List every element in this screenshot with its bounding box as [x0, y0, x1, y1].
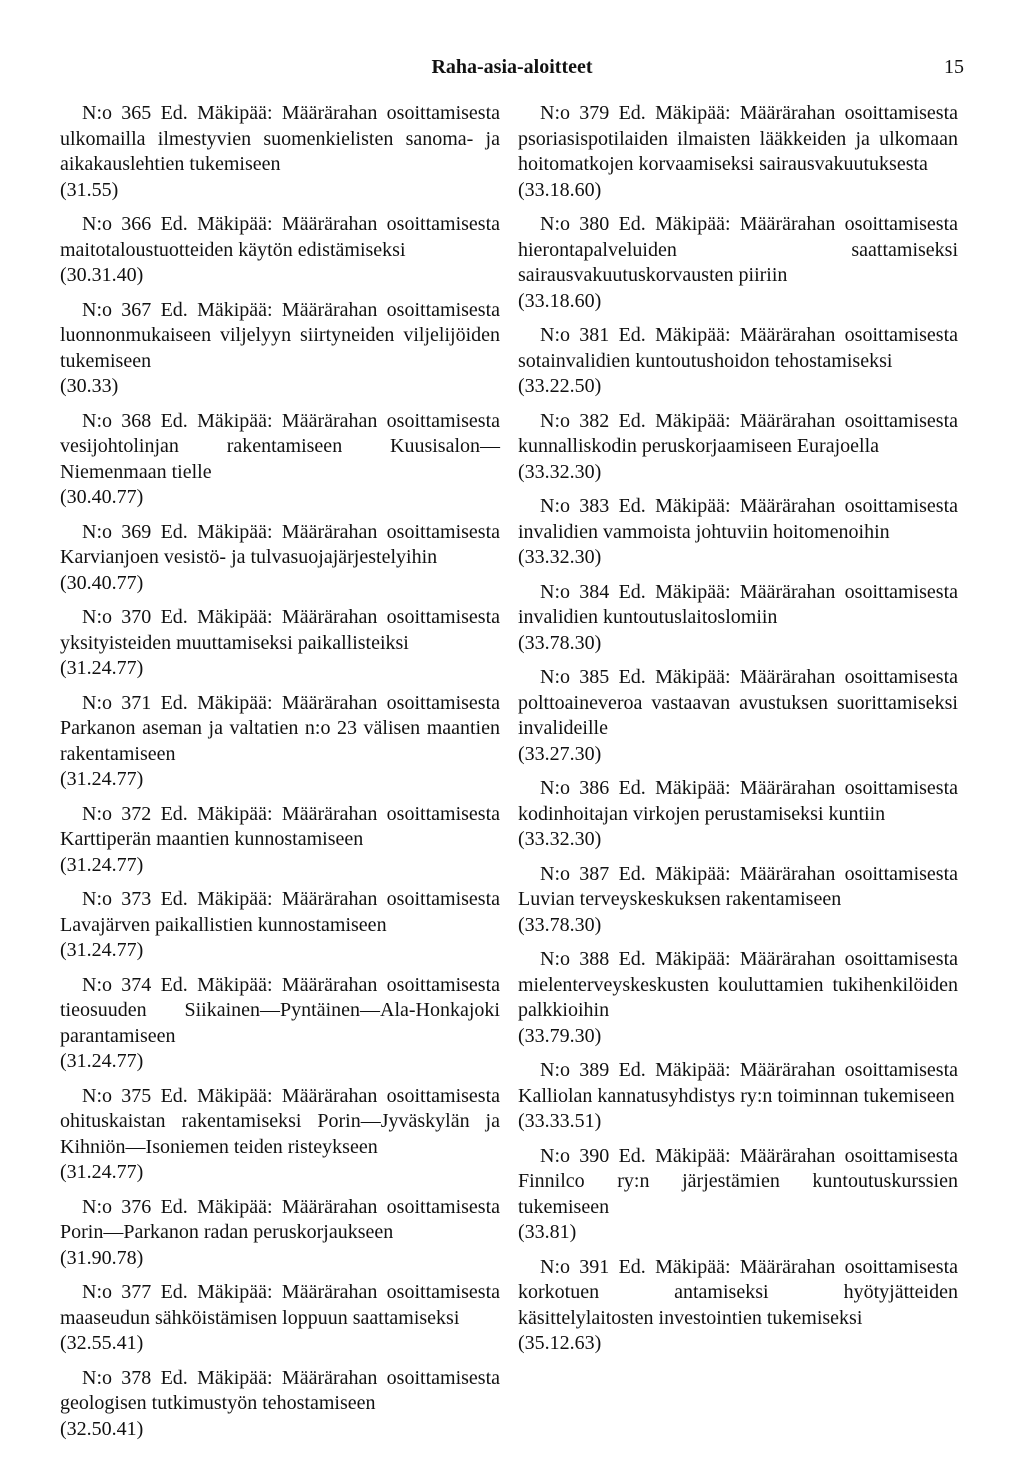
motion-entry: [60, 1195, 500, 1272]
motion-entry: [60, 1366, 500, 1443]
budget-item-code: (31.24.77): [60, 853, 144, 876]
motion-entry: [518, 1058, 958, 1135]
motion-heading: N:o 374 Ed. Mäkipää:: [82, 973, 273, 996]
right-column: [518, 101, 958, 1366]
motion-entry: [60, 973, 500, 1075]
motion-heading: N:o 377 Ed. Mäkipää:: [82, 1281, 273, 1303]
motion-entry: [60, 409, 500, 511]
motion-entry: [518, 212, 958, 314]
motion-description: Määrärahan osoittamisesta Lavajärven paikallistien kunnostamiseen: [60, 888, 501, 936]
motion-heading: N:o 370 Ed. Mäkipää:: [82, 606, 273, 628]
budget-item-code: (33.79.30): [518, 1024, 602, 1047]
motion-heading: N:o 381 Ed. Mäkipää:: [540, 324, 731, 346]
page-number: 15: [944, 56, 964, 78]
motion-entry: [518, 1255, 958, 1357]
motion-heading: N:o 366 Ed. Mäkipää:: [82, 213, 273, 235]
motion-description: Määrärahan osoittamisesta geologisen tutkimustyön tehostamiseen: [60, 1366, 501, 1414]
motion-description: Määrärahan osoittamisesta ohituskaistan rakentamiseksi Porin—Jyväskylän ja Kihniön—Isoniemen teiden risteykseen: [60, 1084, 501, 1158]
motion-heading: N:o 384 Ed. Mäkipää:: [540, 580, 731, 603]
motion-description: Määrärahan osoittamisesta yksityisteiden muuttamiseksi paikallisteiksi: [60, 606, 501, 654]
motion-entry: [60, 520, 500, 597]
budget-item-code: (31.24.77): [60, 768, 144, 790]
motion-heading: N:o 380 Ed. Mäkipää:: [540, 213, 731, 235]
motion-entry: [60, 212, 500, 289]
motion-description: Määrärahan osoittamisesta vesijohtolinjan rakentamiseen Kuusisalon—Niemenmaan tielle: [60, 409, 501, 483]
motion-entry: [60, 605, 500, 682]
motion-heading: N:o 388 Ed. Mäkipää:: [540, 948, 731, 970]
budget-item-code: (30.31.40): [60, 264, 144, 286]
motion-description: Määrärahan osoittamisesta maaseudun sähköistämisen loppuun saattamiseksi: [60, 1281, 501, 1329]
motion-heading: N:o 375 Ed. Mäkipää:: [82, 1084, 273, 1107]
motion-entry: [60, 1084, 500, 1186]
motion-entry: [518, 494, 958, 571]
motion-description: Määrärahan osoittamisesta invalidien vammoista johtuviin hoitomenoihin: [518, 495, 959, 543]
motion-heading: N:o 372 Ed. Mäkipää:: [82, 802, 273, 825]
motion-heading: N:o 383 Ed. Mäkipää:: [540, 495, 731, 517]
motion-heading: N:o 371 Ed. Mäkipää:: [82, 691, 273, 714]
motion-description: Määrärahan osoittamisesta kodinhoitajan virkojen perustamiseksi kuntiin: [518, 777, 959, 825]
motion-entry: [518, 101, 958, 203]
budget-item-code: (31.24.77): [60, 1050, 144, 1072]
motion-entry: [60, 691, 500, 793]
motion-entry: [60, 1280, 500, 1357]
motion-heading: N:o 387 Ed. Mäkipää:: [540, 862, 731, 885]
budget-item-code: (33.33.51): [518, 1110, 602, 1132]
motion-entry: [518, 580, 958, 657]
motion-entry: [518, 776, 958, 853]
budget-item-code: (31.55): [60, 178, 119, 201]
motion-description: Määrärahan osoittamisesta ulkomailla ilmestyvien suomenkielisten sanoma- ja aikakauslehtien tukemiseen: [60, 102, 501, 175]
motion-heading: N:o 382 Ed. Mäkipää:: [540, 409, 731, 432]
budget-item-code: (33.32.30): [518, 460, 602, 483]
motion-heading: N:o 376 Ed. Mäkipää:: [82, 1195, 273, 1218]
budget-item-code: (33.78.30): [518, 913, 602, 936]
motion-description: Määrärahan osoittamisesta Karvianjoen vesistö- ja tulvasuojajärjestelyihin: [60, 520, 501, 568]
motion-entry: [518, 323, 958, 400]
motion-description: Määrärahan osoittamisesta Porin—Parkanon radan peruskorjaukseen: [60, 1195, 501, 1243]
budget-item-code: (33.81): [518, 1221, 577, 1243]
motion-description: Määrärahan osoittamisesta Finnilco ry:n järjestämien kuntoutuskurssien tukemiseen: [518, 1144, 959, 1218]
motion-description: Määrärahan osoittamisesta mielenterveyskeskusten kouluttamien tukihenkilöiden palkkioihin: [518, 948, 959, 1021]
motion-heading: N:o 389 Ed. Mäkipää:: [540, 1059, 731, 1081]
budget-item-code: (30.33): [60, 375, 119, 397]
running-title: Raha-asia-aloitteet: [431, 56, 593, 78]
budget-item-code: (33.32.30): [518, 546, 602, 568]
motion-heading: N:o 385 Ed. Mäkipää:: [540, 666, 731, 688]
motion-description: Määrärahan osoittamisesta kunnalliskodin peruskorjaamiseen Eurajoella: [518, 409, 959, 457]
motion-entry: [60, 887, 500, 964]
motion-entry: [518, 665, 958, 767]
motion-description: Määrärahan osoittamisesta tieosuuden Siikainen—Pyntäinen—Ala-Honkajoki parantamiseen: [60, 973, 501, 1047]
budget-item-code: (33.22.50): [518, 375, 602, 397]
budget-item-code: (30.40.77): [60, 486, 144, 508]
motion-description: Määrärahan osoittamisesta korkotuen antamiseksi hyötyjätteiden käsittelylaitosten investointien tukemiseksi: [518, 1255, 959, 1329]
motion-entry: [60, 101, 500, 203]
budget-item-code: (30.40.77): [60, 571, 144, 594]
motion-entry: [518, 862, 958, 939]
motion-heading: N:o 378 Ed. Mäkipää:: [82, 1366, 273, 1389]
motion-heading: N:o 386 Ed. Mäkipää:: [540, 777, 731, 799]
motion-description: Määrärahan osoittamisesta Karttiperän maantien kunnostamiseen: [60, 802, 501, 850]
budget-item-code: (32.50.41): [60, 1417, 144, 1440]
budget-item-code: (31.24.77): [60, 657, 144, 679]
budget-item-code: (31.24.77): [60, 939, 144, 961]
left-column: [60, 101, 500, 1451]
motion-heading: N:o 367 Ed. Mäkipää:: [82, 298, 273, 321]
motion-description: Määrärahan osoittamisesta maitotaloustuotteiden käytön edistämiseksi: [60, 213, 501, 261]
motion-description: Määrärahan osoittamisesta sotainvalidien kuntoutushoidon tehostamiseksi: [518, 324, 959, 372]
motion-heading: N:o 373 Ed. Mäkipää:: [82, 888, 273, 910]
motion-entry: [518, 947, 958, 1049]
motion-heading: N:o 369 Ed. Mäkipää:: [82, 520, 273, 543]
budget-item-code: (33.18.60): [518, 178, 602, 201]
motion-entry: [60, 802, 500, 879]
budget-item-code: (33.78.30): [518, 631, 602, 654]
motion-entry: [518, 409, 958, 486]
budget-item-code: (31.24.77): [60, 1161, 144, 1183]
motion-description: Määrärahan osoittamisesta Parkanon aseman ja valtatien n:o 23 välisen maantien rakentamiseen: [60, 691, 501, 765]
budget-item-code: (35.12.63): [518, 1332, 602, 1354]
motion-heading: N:o 365 Ed. Mäkipää:: [82, 102, 273, 124]
motion-description: Määrärahan osoittamisesta Luvian terveyskeskuksen rakentamiseen: [518, 862, 959, 910]
motion-heading: N:o 390 Ed. Mäkipää:: [540, 1144, 731, 1167]
motion-description: Määrärahan osoittamisesta psoriasispotilaiden ilmaisten lääkkeiden ja ulkomaan hoitomatkojen korvaamiseksi sairausvakuutuksesta: [518, 102, 959, 175]
motion-entry: [60, 298, 500, 400]
page-header: [0, 56, 1024, 86]
motion-description: Määrärahan osoittamisesta luonnonmukaiseen viljelyyn siirtyneiden viljelijöiden tukemiseen: [60, 298, 501, 372]
budget-item-code: (33.32.30): [518, 828, 602, 850]
motion-description: Määrärahan osoittamisesta Kalliolan kannatusyhdistys ry:n toiminnan tukemiseen: [518, 1059, 959, 1107]
motion-description: Määrärahan osoittamisesta polttoaineveroa vastaavan avustuksen suorittamiseksi invalideille: [518, 666, 959, 739]
motion-heading: N:o 368 Ed. Mäkipää:: [82, 409, 273, 432]
budget-item-code: (33.27.30): [518, 742, 602, 765]
motion-description: Määrärahan osoittamisesta hierontapalveluiden saattamiseksi sairausvakuutuskorvausten piiriin: [518, 213, 959, 286]
budget-item-code: (32.55.41): [60, 1332, 144, 1354]
motion-heading: N:o 379 Ed. Mäkipää:: [540, 102, 731, 124]
motion-heading: N:o 391 Ed. Mäkipää:: [540, 1255, 731, 1278]
motion-description: Määrärahan osoittamisesta invalidien kuntoutuslaitoslomiin: [518, 580, 959, 628]
budget-item-code: (33.18.60): [518, 289, 602, 312]
motion-entry: [518, 1144, 958, 1246]
budget-item-code: (31.90.78): [60, 1246, 144, 1269]
